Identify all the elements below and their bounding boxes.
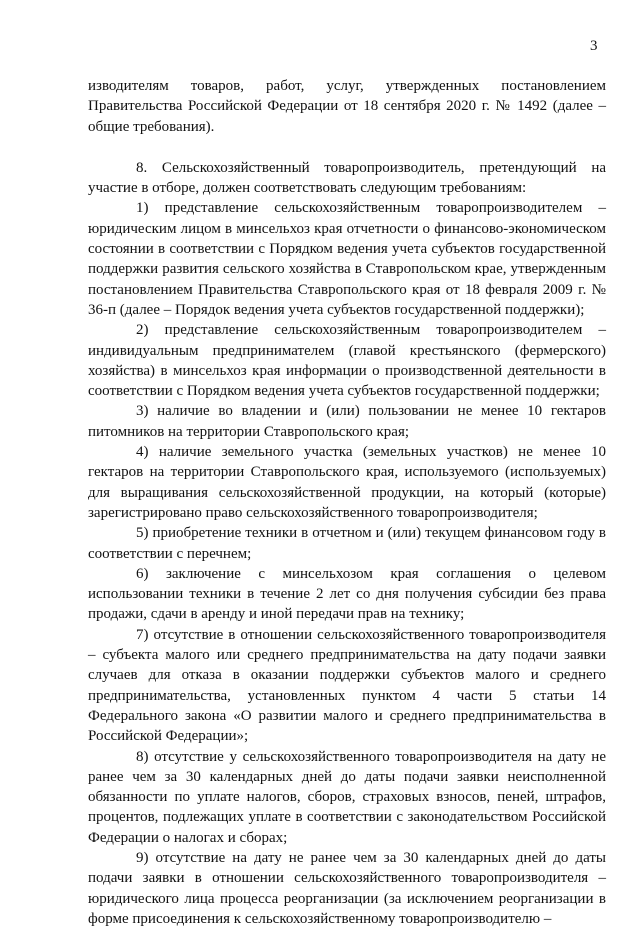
paragraph-subitem-2: 2) представление сельскохозяйственным товаропроизводителем – индивидуальным предпринимателем (главой крестьянского (фермерского) хозяйства) в минсельхоз края информации о производственной деятельности в соответствии с Порядком ведения учета субъектов государственной поддержки; (88, 322, 606, 400)
paragraph-subitem-1: 1) представление сельскохозяйственным товаропроизводителем – юридическим лицом в минсельхоз края отчетности о финансово-экономическом состоянии в соответствии с Порядком ведения учета субъектов государственной поддержки развития сельского хозяйства в Ставропольском крае, утвержденным постановлением Правительства Ставропольского края от 18 февраля 2009 г. № 36-п (далее – Порядок ведения учета субъектов государственной поддержки); (88, 200, 606, 318)
paragraph-item-8: 8. Сельскохозяйственный товаропроизводитель, претендующий на участие в отборе, должен соответствовать следующим требованиям: (88, 159, 606, 197)
page-number: 3 (590, 38, 598, 54)
paragraph-subitem-9: 9) отсутствие на дату не ранее чем за 30 календарных дней до даты подачи заявки в отношении сельскохозяйственного товаропроизводителя – юридического лица процесса реорганизации (за исключением реорганизации в форме присоединения к сельскохозяйственному товаропроизводителю – (88, 849, 606, 927)
paragraph-continuation: изводителям товаров, работ, услуг, утвержденных постановлением Правительства Российской Федерации от 18 сентября 2020 г. № 1492 (далее – общие требования). (88, 78, 606, 135)
paragraph-subitem-3: 3) наличие во владении и (или) пользовании не менее 10 гектаров питомников на территории Ставропольского края; (88, 403, 606, 440)
paragraph-subitem-7: 7) отсутствие в отношении сельскохозяйственного товаропроизводителя – субъекта малого или среднего предпринимательства на дату подачи заявки случаев для отказа в оказании поддержки субъектов малого и среднего предпринимательства, установленных пунктом 4 части 5 статьи 14 Федерального закона «О развитии малого и среднего предпринимательства в Российской Федерации»; (88, 626, 606, 745)
paragraph-subitem-4: 4) наличие земельного участка (земельных участков) не менее 10 гектаров на территории Ставропольского края, используемого (используемых) для выращивания сельскохозяйственной продукции, на который (которые) зарегистрировано право сельскохозяйственного товаропроизводителя; (88, 444, 606, 521)
paragraph-subitem-5: 5) приобретение техники в отчетном и (или) текущем финансовом году в соответствии с перечнем; (88, 525, 606, 562)
document-body (88, 76, 606, 929)
paragraph-subitem-6: 6) заключение с минсельхозом края соглашения о целевом использовании техники в течение 2 лет со дня получения субсидии без права продажи, сдачи в аренду и иной передачи прав на технику; (88, 565, 606, 623)
paragraph-subitem-8: 8) отсутствие у сельскохозяйственного товаропроизводителя на дату не ранее чем за 30 календарных дней до даты подачи заявки неисполненной обязанности по уплате налогов, сборов, страховых взносов, пеней, штрафов, процентов, подлежащих уплате в соответствии с законодательством Российской Федерации о налогах и сборах; (88, 748, 606, 846)
